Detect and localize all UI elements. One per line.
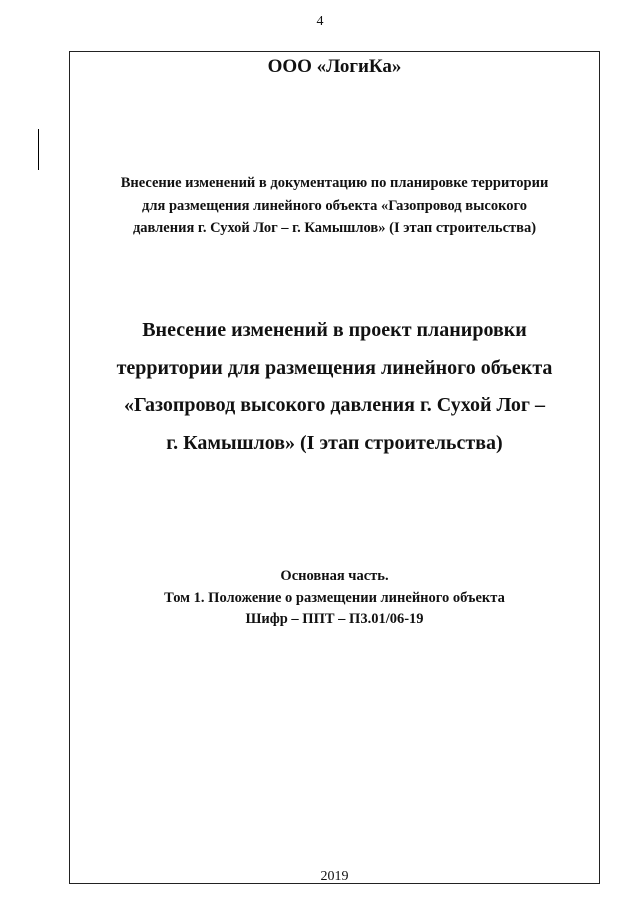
main-title-line: территории для размещения линейного объекта bbox=[116, 356, 553, 379]
volume-info bbox=[69, 566, 600, 631]
document-code: Шифр – ППТ – П3.01/06-19 bbox=[245, 611, 424, 627]
text-cursor bbox=[38, 129, 39, 170]
subtitle-line: давления г. Сухой Лог – г. Камышлов» (I этап строительства) bbox=[132, 220, 537, 236]
document-subtitle bbox=[69, 172, 600, 240]
page-number: 4 bbox=[316, 14, 324, 29]
volume-section: Основная часть. bbox=[280, 568, 389, 584]
main-title-line: «Газопровод высокого давления г. Сухой Лог – bbox=[123, 394, 545, 416]
document-main-title bbox=[69, 312, 600, 462]
main-title-line: г. Камышлов» (I этап строительства) bbox=[166, 431, 503, 454]
document-year: 2019 bbox=[320, 869, 349, 884]
company-name: ООО «ЛогиКа» bbox=[267, 56, 402, 77]
subtitle-line: Внесение изменений в документацию по планировке территории bbox=[120, 175, 549, 191]
subtitle-line: для размещения линейного объекта «Газопровод высокого bbox=[142, 197, 527, 214]
volume-title: Том 1. Положение о размещении линейного объекта bbox=[164, 589, 505, 606]
main-title-line: Внесение изменений в проект планировки bbox=[142, 319, 527, 341]
